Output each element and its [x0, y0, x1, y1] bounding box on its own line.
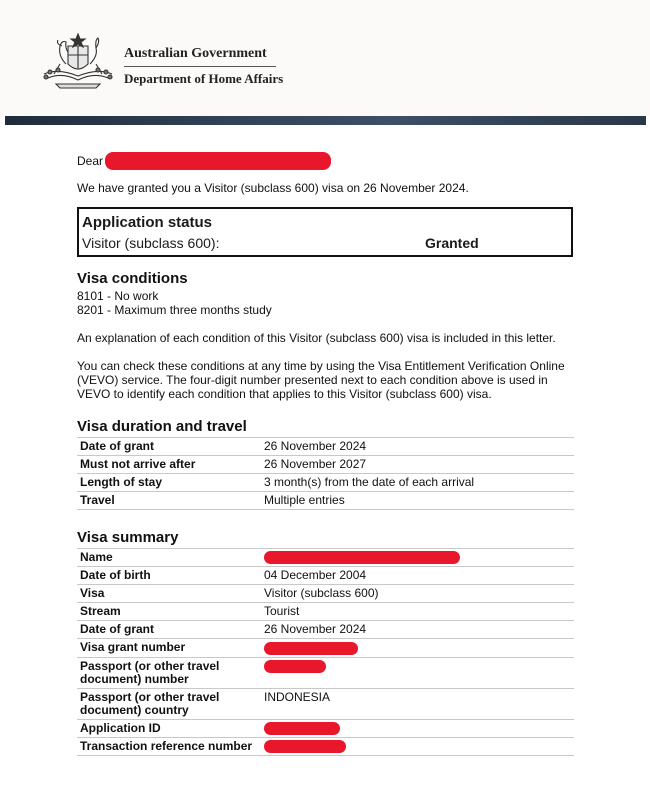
salutation: Dear [77, 154, 104, 168]
table-row [77, 567, 574, 585]
row-label: Travel [77, 492, 261, 510]
redacted-value [264, 722, 340, 735]
row-value: 3 month(s) from the date of each arrival [261, 474, 574, 492]
row-value: INDONESIA [261, 688, 574, 719]
row-value [261, 549, 574, 567]
condition-item: 8201 - Maximum three months study [77, 303, 272, 317]
table-row [77, 621, 574, 639]
table-row [77, 456, 574, 474]
application-status-box [77, 207, 573, 257]
table-row [77, 737, 574, 755]
row-value [261, 719, 574, 737]
grant-sentence: We have granted you a Visitor (subclass 600) visa on 26 November 2024. [77, 181, 469, 195]
row-label: Must not arrive after [77, 456, 261, 474]
redacted-name [105, 152, 331, 170]
row-value: 26 November 2024 [261, 621, 574, 639]
table-row [77, 585, 574, 603]
row-value [261, 639, 574, 657]
header-band [5, 116, 646, 125]
row-label: Transaction reference number [77, 737, 261, 755]
table-row [77, 474, 574, 492]
redacted-value [264, 551, 460, 564]
row-value: 26 November 2027 [261, 456, 574, 474]
visa-duration-table [77, 437, 574, 510]
table-row [77, 688, 574, 719]
visa-summary-table [77, 548, 574, 756]
redacted-value [264, 740, 346, 753]
condition-item: 8101 - No work [77, 289, 159, 303]
row-label: Passport (or other travel document) country [77, 688, 261, 719]
table-row [77, 719, 574, 737]
status-label: Visitor (subclass 600): [82, 235, 220, 251]
table-row [77, 657, 574, 688]
row-label: Stream [77, 603, 261, 621]
row-label: Length of stay [77, 474, 261, 492]
row-label: Visa grant number [77, 639, 261, 657]
letterhead [0, 0, 650, 116]
row-value: Multiple entries [261, 492, 574, 510]
table-row [77, 438, 574, 456]
status-title: Application status [82, 214, 213, 231]
row-value: Tourist [261, 603, 574, 621]
vevo-paragraph: You can check these conditions at any time by using the Visa Entitlement Verification Online (VEVO) service. The four-digit number presented next to each condition above is used in VEVO to identify each condition that applies to this Visitor (subclass 600) visa. [77, 359, 565, 401]
row-label: Name [77, 549, 261, 567]
row-value: Visitor (subclass 600) [261, 585, 574, 603]
table-row [77, 603, 574, 621]
visa-duration-heading: Visa duration and travel [77, 418, 247, 435]
row-value [261, 657, 574, 688]
row-label: Application ID [77, 719, 261, 737]
redacted-value [264, 642, 358, 655]
status-value: Granted [425, 235, 479, 251]
row-label: Visa [77, 585, 261, 603]
coat-of-arms-icon [38, 30, 118, 92]
row-label: Date of grant [77, 621, 261, 639]
row-value: 04 December 2004 [261, 567, 574, 585]
government-name: Australian Government [124, 46, 267, 61]
divider [124, 66, 276, 67]
row-label: Date of grant [77, 438, 261, 456]
table-row [77, 549, 574, 567]
visa-summary-heading: Visa summary [77, 529, 179, 546]
row-value: 26 November 2024 [261, 438, 574, 456]
table-row [77, 492, 574, 510]
conditions-explanation: An explanation of each condition of this Visitor (subclass 600) visa is included in this letter. [77, 331, 556, 345]
table-row [77, 639, 574, 657]
department-name: Department of Home Affairs [124, 71, 284, 86]
visa-conditions-heading: Visa conditions [77, 270, 188, 287]
redacted-value [264, 660, 326, 673]
row-label: Passport (or other travel document) number [77, 657, 261, 688]
row-value [261, 737, 574, 755]
row-label: Date of birth [77, 567, 261, 585]
